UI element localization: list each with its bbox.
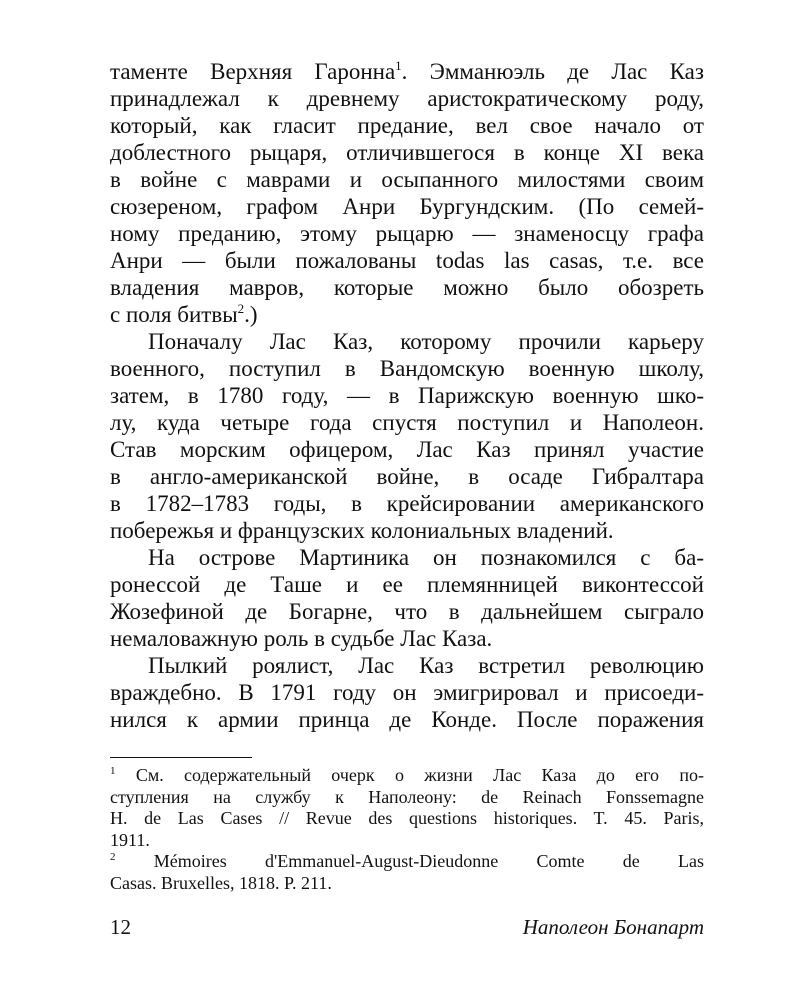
text-line: побережья и французских колониальных владений.: [110, 518, 614, 543]
footnote-2-line: Casas. Bruxelles, 1818. P. 211.: [110, 872, 332, 893]
footnote-ref-2: 2: [237, 301, 245, 316]
text-line: ному преданию, этому рыцарю — знаменосцу графа: [110, 221, 704, 246]
footnote-1-line: ступления на службу к Наполеону: de Reinach Fonssemagne: [110, 786, 704, 807]
footnote-1-line: H. de Las Cases // Revue des questions historiques. T. 45. Paris,: [110, 808, 704, 828]
text-line: таменте Верхняя Гаронна$^1$. Эмманюэль де Лас Каз: [110, 58, 704, 84]
running-title: Наполеон Бонапарт: [522, 915, 704, 939]
text-line: немаловажную роль в судьбе Лас Каза.: [110, 626, 493, 651]
footnotes: [110, 765, 704, 894]
text-line: в войне с маврами и осыпанного милостями своим: [110, 167, 704, 192]
paragraph-first-line: На острове Мартиника он познакомился с ба-: [148, 545, 704, 570]
text-line: в англо-американской войне, в осаде Гибралтара: [110, 464, 704, 489]
footnote-2-line: $^2$ Mémoires d'Emmanuel-August-Dieudonne Comte de Las: [110, 851, 705, 871]
text-line: в 1782–1783 годы, в крейсировании американского: [110, 491, 704, 516]
footnote-marker-1: 1: [110, 765, 116, 777]
text-line: затем, в 1780 году, — в Парижскую военную шко-: [110, 383, 704, 408]
text-line: Жозефиной де Богарне, что в дальнейшем сыграло: [110, 599, 704, 624]
text-line: нился к армии принца де Конде. После поражения: [110, 707, 704, 732]
text-line: сюзереном, графом Анри Бургундским. (По семей-: [110, 194, 704, 219]
text-line: доблестного рыцаря, отличившегося в конце XI века: [110, 140, 704, 165]
page-number: 12: [110, 915, 131, 939]
text-line: ронессой де Таше и ее племянницей виконтессой: [110, 572, 704, 597]
text-line: с поля битвы$^2$.): [110, 301, 258, 327]
paragraph-first-line: Пылкий роялист, Лас Каз встретил революцию: [148, 653, 704, 678]
text-line: владения мавров, которые можно было обозреть: [110, 275, 704, 300]
paragraph-first-line: Поначалу Лас Каз, которому прочили карьеру: [148, 329, 704, 354]
text-line: Анри — были пожалованы todas las casas, т.е. все: [110, 248, 704, 273]
text-line: лу, куда четыре года спустя поступил и Наполеон.: [110, 410, 704, 435]
footnote-1-line: 1911.: [110, 829, 150, 850]
main-text: [110, 58, 704, 733]
footnote-ref-1: 1: [395, 58, 402, 73]
page-footer: [110, 914, 704, 940]
footnote-marker-2: 2: [110, 851, 116, 863]
text-line: который, как гласит предание, вел свое начало от: [110, 113, 704, 138]
page-body: [110, 58, 704, 733]
text-line: военного, поступил в Вандомскую военную школу,: [110, 356, 704, 381]
text-line: враждебно. В 1791 году он эмигрировал и присоеди-: [110, 680, 704, 705]
text-line: принадлежал к древнему аристократическому роду,: [110, 86, 704, 111]
text-line: Став морским офицером, Лас Каз принял участие: [110, 437, 704, 462]
footnote-divider: [110, 757, 252, 758]
footnote-1-line: $^1$ См. содержательный очерк о жизни Лас Каза до его по-: [110, 765, 704, 785]
